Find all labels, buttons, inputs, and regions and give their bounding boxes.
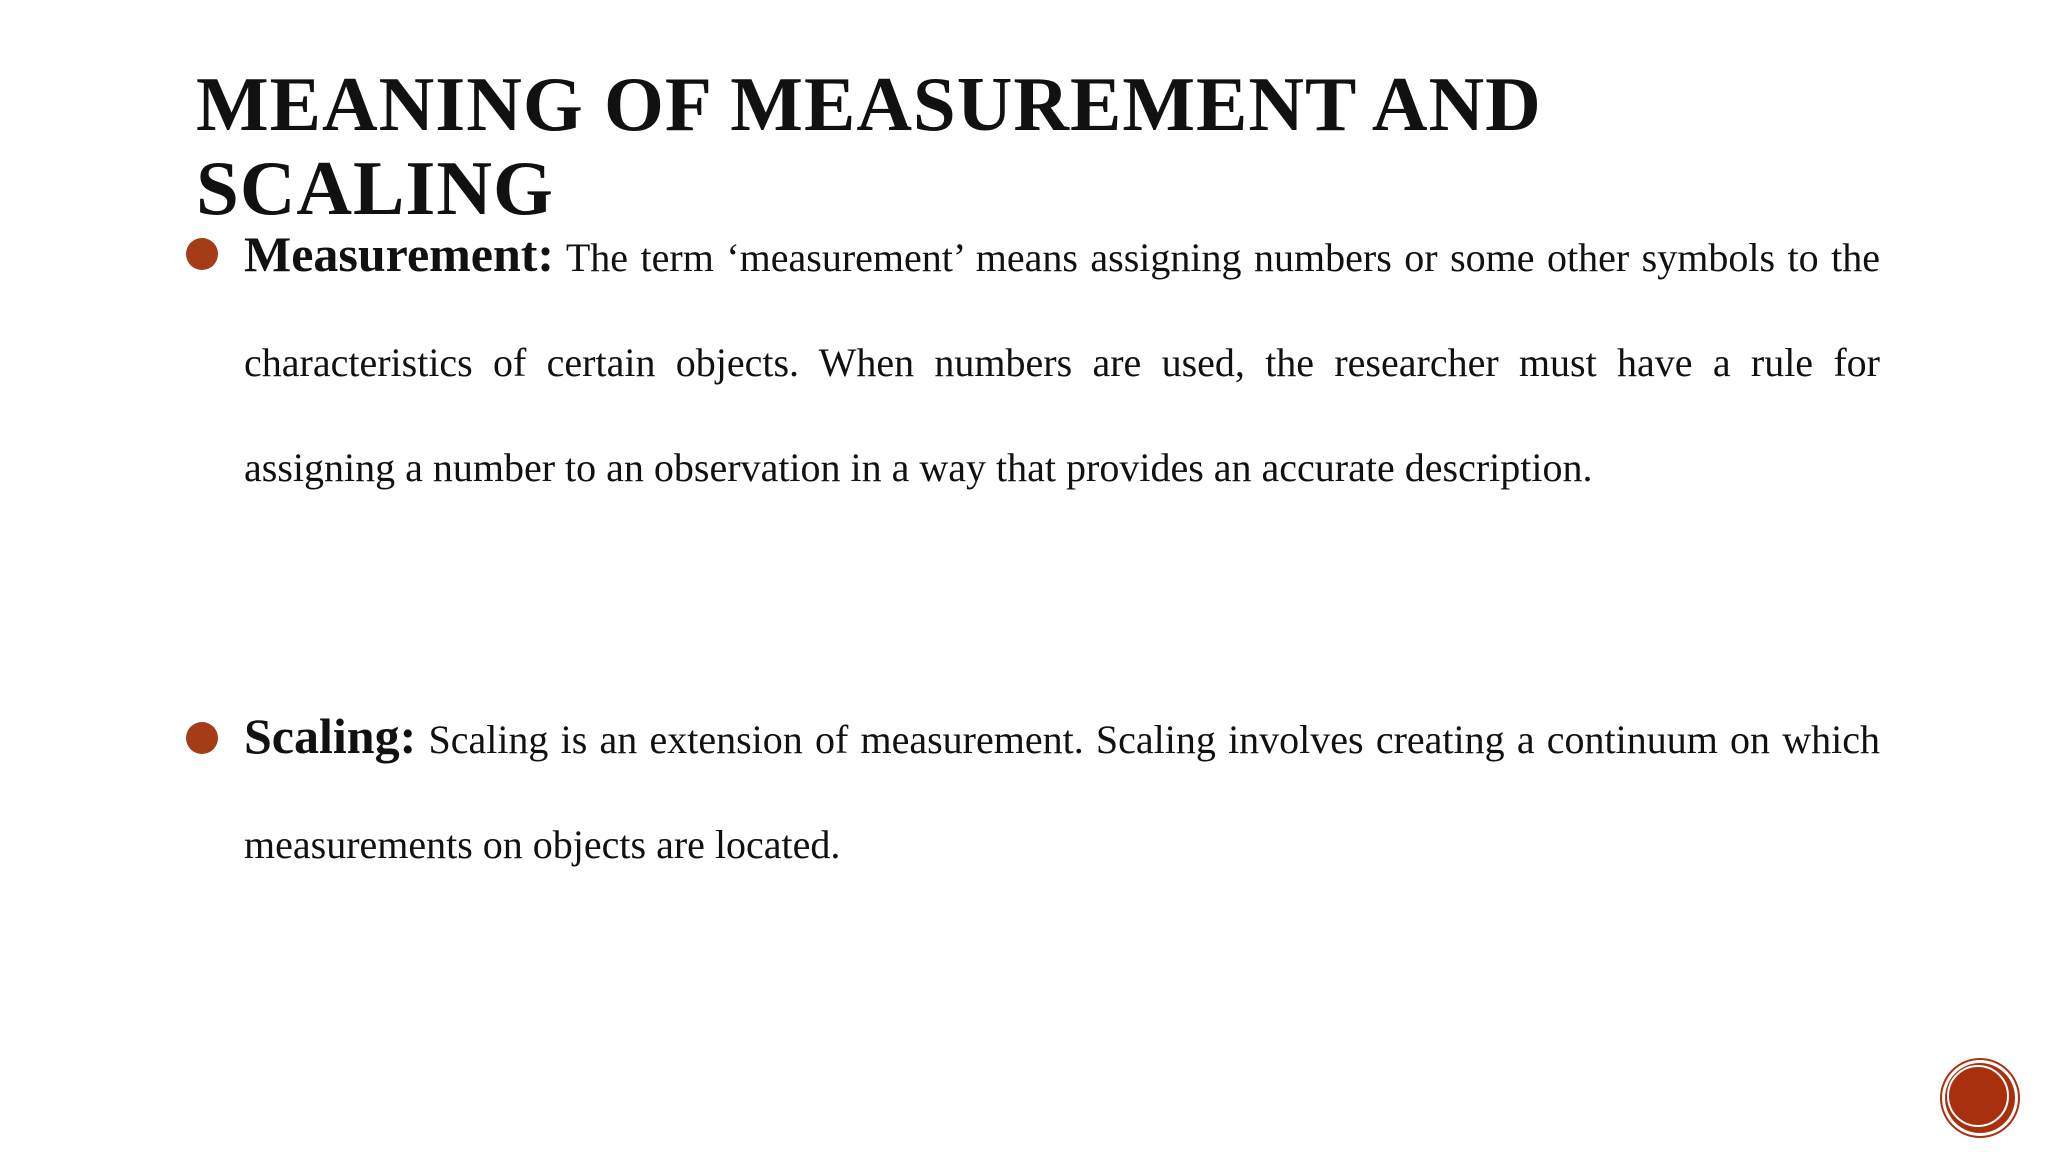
bullet-text: Scaling is an extension of measurement. Scaling involves creating a continuum on which measurements on objects are located. (244, 717, 1881, 867)
bullet-term: Scaling: (244, 708, 417, 764)
slide-title-line-2: SCALING (196, 145, 554, 231)
bullet-dot-icon (186, 722, 218, 754)
bullet-measurement (244, 202, 1880, 520)
bullet-scaling (244, 684, 1880, 897)
slide-title-line-1: MEANING OF MEASUREMENT AND (196, 61, 1542, 147)
corner-circle-icon (1942, 1060, 2018, 1136)
bullet-dot-icon (186, 238, 218, 270)
bullet-text: The term ‘measurement’ means assigning numbers or some other symbols to the characteristics of certain objects. When numbers are used, the researcher must have a rule for assigning a number to an observation in a way that provides an accurate description. (244, 235, 1880, 490)
bullet-term: Measurement: (244, 226, 555, 282)
